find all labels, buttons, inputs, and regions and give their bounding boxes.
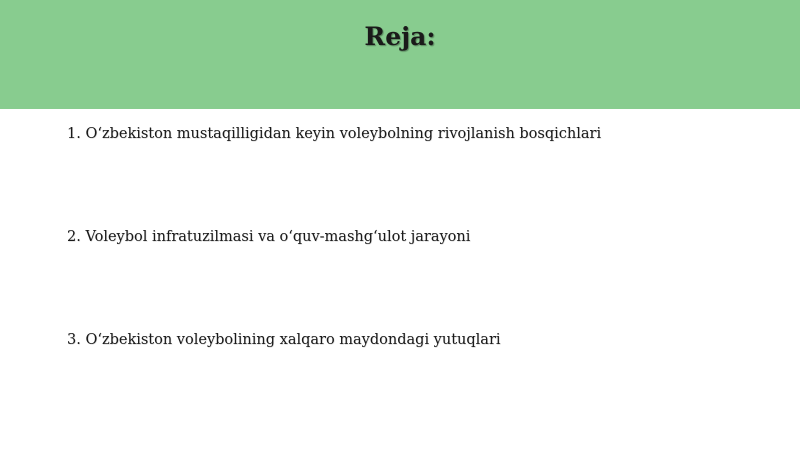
plan-item-2: 2. Voleybol infratuzilmasi va o‘quv-mashg‘ulot jarayoni <box>67 229 471 245</box>
header-band <box>0 0 800 109</box>
plan-item-1: 1. O‘zbekiston mustaqilligidan keyin voleybolning rivojlanish bosqichlari <box>67 126 602 142</box>
slide-title: Reja: <box>364 22 436 51</box>
plan-item-3: 3. O‘zbekiston voleybolining xalqaro maydondagi yutuqlari <box>67 332 501 348</box>
